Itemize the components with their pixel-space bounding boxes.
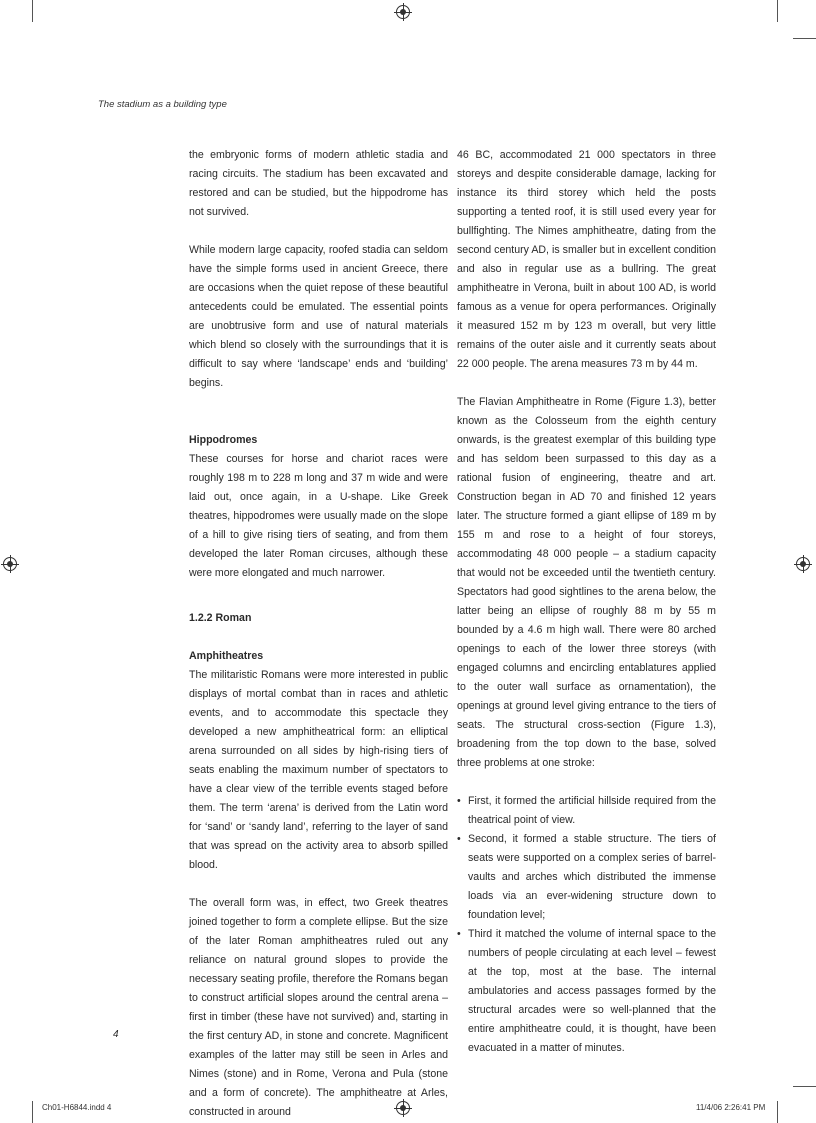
crop-mark bbox=[32, 0, 33, 22]
subheading-amphitheatres: Amphitheatres bbox=[189, 650, 264, 662]
slug-timestamp: 11/4/06 2:26:41 PM bbox=[696, 1103, 766, 1112]
paragraph: The overall form was, in effect, two Greek theatres joined together to form a complete ellipse. But the size of the later Roman amphitheatres ruled out any reliance on natural ground slopes to provide the necessary seating profile, therefore the Romans began to construct artificial slopes around the central arena – first in timber (these have not survived) and, starting in the first century AD, in stone and concrete. Magnificent examples of the latter may still be seen in Arles and Nimes (stone) and in Rome, Verona and Pula (stone and a form of concrete). The amphitheatre at Arles, constructed in around bbox=[189, 897, 448, 1118]
right-column bbox=[457, 146, 716, 1058]
paragraph: While modern large capacity, roofed stadia can seldom have the simple forms used in ancient Greece, there are occasions when the quiet repose of these beautiful antecedents could be emulated. The essential points are unobtrusive form and use of natural materials which blend so closely with the surroundings that it is difficult to say where ‘landscape’ ends and ‘building’ begins. bbox=[189, 244, 448, 389]
slug-filename: Ch01-H6844.indd 4 bbox=[42, 1103, 112, 1112]
crop-mark bbox=[32, 1101, 33, 1123]
bullet-list bbox=[457, 792, 716, 1058]
crop-mark bbox=[777, 1101, 778, 1123]
paragraph: 46 BC, accommodated 21 000 spectators in three storeys and despite considerable damage, lacking for instance its third storey which held the posts supporting a tented roof, it is still used every year for bullfighting. The Nimes amphitheatre, dating from the second century AD, is smaller but in excellent condition and also in regular use as a bullring. The great amphitheatre in Verona, built in about 100 AD, is world famous as a venue for opera performances. Originally it measured 152 m by 123 m overall, but very little remains of the outer aisle and it currently seats about 22 000 people. The arena measures 73 m by 44 m. bbox=[457, 149, 716, 370]
running-head: The stadium as a building type bbox=[98, 99, 227, 110]
page-number: 4 bbox=[113, 1029, 119, 1040]
list-item: • Third it matched the volume of internal space to the numbers of people circulating at each level – fewest at the top, most at the base. The internal ambulatories and access passages formed by the structural arcades were so well-planned that the entire amphitheatre could, it is thought, have been evacuated in a matter of minutes. bbox=[457, 925, 716, 1058]
crop-mark bbox=[777, 0, 778, 22]
crop-mark bbox=[793, 38, 816, 39]
list-item: • First, it formed the artificial hillside required from the theatrical point of view. bbox=[457, 792, 716, 830]
paragraph: the embryonic forms of modern athletic stadia and racing circuits. The stadium has been excavated and restored and can be studied, but the hippodrome has not survived. bbox=[189, 149, 448, 218]
registration-mark-icon bbox=[796, 557, 810, 571]
crop-mark bbox=[793, 1086, 816, 1087]
registration-mark-icon bbox=[396, 5, 410, 19]
registration-mark-icon bbox=[3, 557, 17, 571]
paragraph: These courses for horse and chariot races were roughly 198 m to 228 m long and 37 m wide and were laid out, once again, in a U-shape. Like Greek theatres, hippodromes were usually made on the slope of a hill to give rising tiers of seating, and from them developed the later Roman circuses, although these were more elongated and much narrower. bbox=[189, 453, 448, 579]
paragraph: The militaristic Romans were more interested in public displays of mortal combat than in races and athletic events, and to accommodate this spectacle they developed a new amphitheatrical form: an elliptical arena surrounded on all sides by high-rising tiers of seats enabling the maximum number of spectators to have a clear view of the terrible events staged before them. The term ‘arena’ is derived from the Latin word for ‘sand’ or ‘sandy land’, referring to the layer of sand that was spread on the activity area to absorb spilled blood. bbox=[189, 669, 448, 871]
paragraph: The Flavian Amphitheatre in Rome (Figure 1.3), better known as the Colosseum from the eighth century onwards, is the greatest exemplar of this building type and has seldom been surpassed to this day as a rational fusion of engineering, theatre and art. Construction began in AD 70 and finished 12 years later. The structure formed a giant ellipse of 189 m by 155 m and rose to a height of four storeys, accommodating 48 000 people – a stadium capacity that would not be exceeded until the twentieth century. Spectators had good sightlines to the arena below, the latter being an ellipse of roughly 88 m by 55 m bounded by a 4.6 m high wall. There were 80 arched openings to each of the lower three storeys (with engaged columns and encircling entablatures applied to the outer wall surface as ornamentation), the openings at ground level giving entrance to the tiers of seats. The structural cross-section (Figure 1.3), broadening from the top down to the base, solved three problems at one stroke: bbox=[457, 396, 716, 769]
section-heading: 1.2.2 Roman bbox=[189, 612, 252, 624]
list-item: • Second, it formed a stable structure. The tiers of seats were supported on a complex series of barrel-vaults and arches which distributed the immense loads via an ever-widening structure down to foundation level; bbox=[457, 830, 716, 925]
left-column bbox=[189, 146, 448, 1122]
subheading-hippodromes: Hippodromes bbox=[189, 434, 258, 446]
